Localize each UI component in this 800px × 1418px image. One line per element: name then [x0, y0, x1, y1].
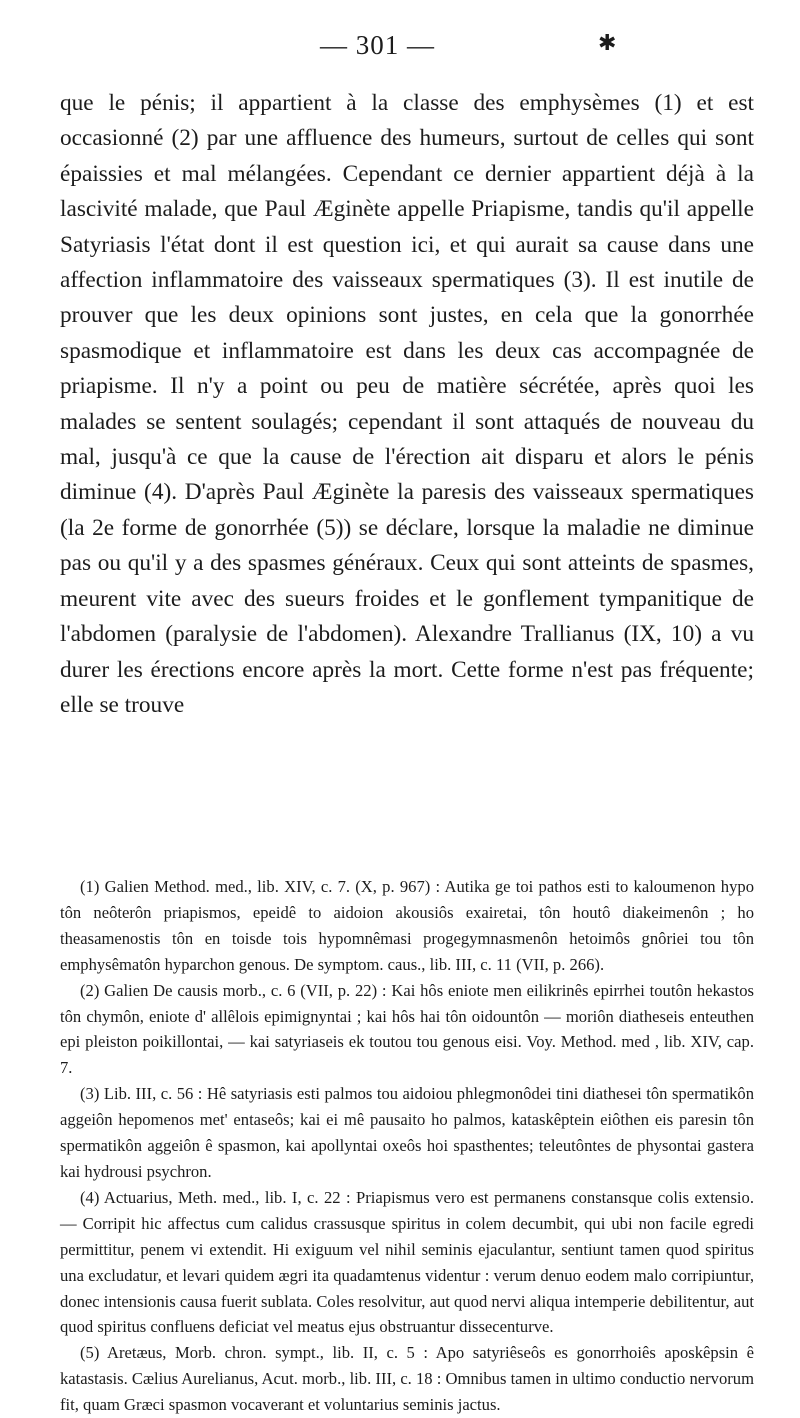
stray-mark: ✱ [598, 30, 617, 55]
footnote-4: (4) Actuarius, Meth. med., lib. I, c. 22 : Priapismus vero est permanens constansque colis extensio. — Corripit hic affectus cum calidus crassusque spiritus in colem decumbit, qui ubi non facile egredi permittitur, penem vi extendit. Hi exiguum vel nihil seminis ejaculantur, sentiunt tamen quod spiritus una excludatur, et levari quidem ægri ita quadamtenus videntur : verum denuo eodem malo corripiuntur, donec intensionis causa fuerit sublata. Coles resolvitur, aut quod nervi aliqua intemperie debilitentur, aut quod spiritus confluens deficiat vel meatus ejus obstruantur dissecenturve. [60, 1187, 754, 1337]
footnote-1: (1) Galien Method. med., lib. XIV, c. 7. (X, p. 967) : Autika ge toi pathos esti to kaloumenon hypo tôn neôterôn priapismos, epeidê to aidoion akousiôs exairetai, tôn houtô diakeimenôn ; ho theasamenostis tôn en toisde tois hypomnêmasi progegymnasmenôn hetoimôs gnôriei tou tôn emphysêmatôn hyparchon genous. De symptom. caus., lib. III, c. 11 (VII, p. 266). [60, 877, 754, 974]
footnote-5: (5) Aretæus, Morb. chron. sympt., lib. II, c. 5 : Apo satyriêseôs es gonorrhoiês aposkêpsin ê katastasis. Cælius Aurelianus, Acut. morb., lib. III, c. 18 : Omnibus tamen in ultimo conductio nervorum fit, quam Græci spasmon vocaverant et voluntarius seminis jactus. [60, 1343, 754, 1415]
main-text [60, 86, 754, 723]
footnotes [60, 874, 754, 1418]
page-number: — 301 — [320, 30, 435, 60]
page-header [0, 30, 800, 64]
main-paragraph: que le pénis; il appartient à la classe des emphysèmes (1) et est occasionné (2) par une affluence des humeurs, surtout de celles qui sont épaissies et mal mélangées. Cependant ce dernier appartient déjà à la lascivité malade, que Paul Æginète appelle Priapisme, tandis qu'il appelle Satyriasis l'état dont il est question ici, et qui aurait sa cause dans une affection inflammatoire des vaisseaux spermatiques (3). Il est inutile de prouver que les deux opinions sont justes, en cela que la gonorrhée spasmodique et inflammatoire est dans les deux cas accompagnée de priapisme. Il n'y a point ou peu de matière sécrétée, après quoi les malades se sentent soulagés; cependant il sont attaqués de nouveau du mal, jusqu'à ce que la cause de l'érection ait disparu et alors le pénis diminue (4). D'après Paul Æginète la paresis des vaisseaux spermatiques (la 2e forme de gonorrhée (5)) se déclare, lorsque la maladie ne diminue pas ou qu'il y a des spasmes généraux. Ceux qui sont atteints de spasmes, meurent vite avec des sueurs froides et le gonflement tympanitique de l'abdomen (paralysie de l'abdomen). Alexandre Trallianus (IX, 10) a vu durer les érections encore après la mort. Cette forme n'est pas fréquente; elle se trouve [60, 90, 754, 718]
footnote-2: (2) Galien De causis morb., c. 6 (VII, p. 22) : Kai hôs eniote men eilikrinês epirrhei toutôn hekastos tôn chymôn, eniote d' allêlois epimignyntai ; kai hôs hai tôn oidountôn — moriôn diatheseis enteuthen epi pleiston poikillontai, — kai satyriaseis ek toutou tou genous eisi. Voy. Method. med , lib. XIV, cap. 7. [60, 980, 754, 1078]
footnote-3: (3) Lib. III, c. 56 : Hê satyriasis esti palmos tou aidoiou phlegmonôdei tini diathesei tôn spermatikôn aggeiôn hepomenos met' entaseôs; kai ei mê pausaito ho palmos, kataskêptein eiôthen eis paresin tôn spermatikôn aggeiôn ê spasmon, kai apollyntai oxeôs hoi spasthentes; teleutôntes de physontai gastera kai hydrousi psychron. [60, 1084, 754, 1181]
